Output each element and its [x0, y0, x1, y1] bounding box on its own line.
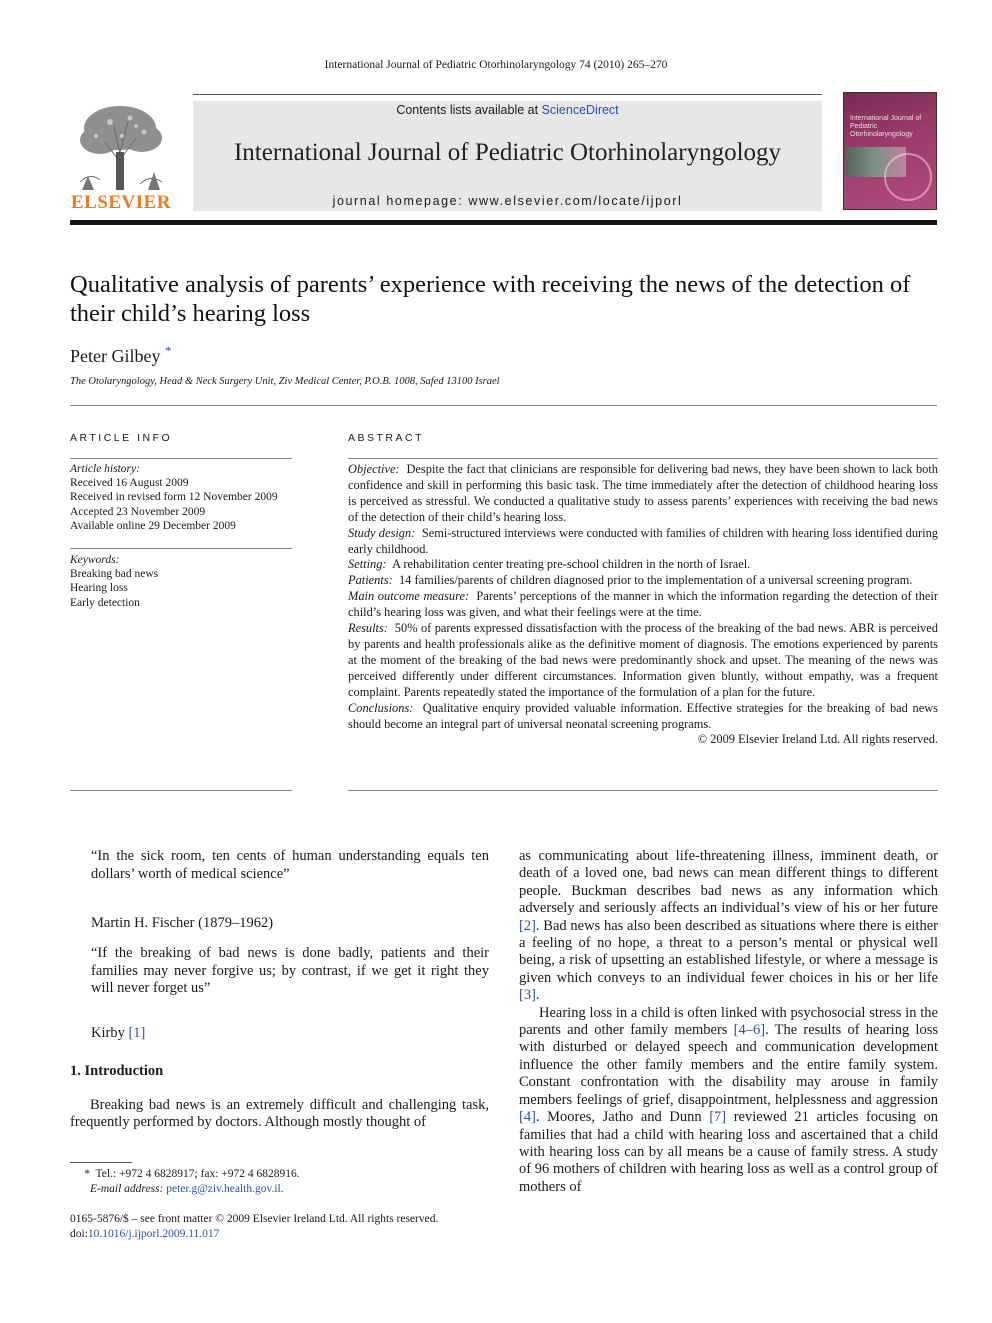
history-item: Received 16 August 2009: [70, 477, 189, 490]
email-label: E-mail address:: [90, 1182, 164, 1195]
keywords-rule: [70, 548, 292, 549]
doi-link[interactable]: 10.1016/j.ijporl.2009.11.017: [87, 1227, 220, 1240]
contents-prefix: Contents lists available at: [396, 103, 542, 117]
elsevier-logo[interactable]: [70, 102, 172, 214]
article-info-heading: ARTICLE INFO: [70, 432, 173, 444]
tree-emblem-icon: [70, 102, 172, 192]
history-item: Received in revised form 12 November 2009: [70, 491, 278, 504]
abstract-body: [348, 462, 938, 748]
keywords-label: Keywords:: [70, 554, 120, 566]
email-link[interactable]: peter.g@ziv.health.gov.il: [166, 1182, 281, 1195]
footnote: [70, 1167, 490, 1196]
banner-top-rule: [193, 94, 822, 95]
intro-text: Breaking bad news is an extremely difficult and challenging task, frequently performed by doctors. Although mostly thought of: [70, 1097, 489, 1131]
footnote-contact: [70, 1167, 490, 1182]
abstract-study-design: [348, 526, 938, 558]
body-text: as communicating about life-threatening illness, imminent death, or death of a loved one, bad news can mean different things to different people. Buckman describes bad news as any information which adversely and seriously affects an individual’s view of his or her future: [519, 848, 938, 917]
abstract-main-outcome: [348, 589, 938, 621]
body-paragraph: [519, 1005, 938, 1196]
reference-link[interactable]: [7]: [709, 1109, 727, 1126]
keyword-item: Early detection: [70, 596, 140, 609]
abstract-rule: [348, 458, 938, 459]
abstract-conclusions: [348, 701, 938, 733]
author-footnote-mark[interactable]: *: [164, 343, 172, 358]
abstract-heading: ABSTRACT: [348, 432, 425, 444]
cover-title: International Journal of Pediatric Otorhinolaryngology: [850, 115, 922, 138]
header-divider: [70, 220, 937, 225]
keywords: [70, 553, 300, 610]
abstract-objective: [348, 462, 938, 526]
right-column-text: [519, 848, 938, 1196]
reference-link[interactable]: [4]: [519, 1109, 536, 1126]
abstract-label: Setting:: [348, 557, 387, 572]
body-text: Hearing loss in a child is often linked with psychosocial stress in the parents and other family members: [519, 1004, 938, 1039]
epigraph-attribution-1: Martin H. Fischer (1879–1962): [91, 915, 274, 931]
abstract-label: Conclusions:: [348, 700, 414, 715]
epigraph-quote-1: “In the sick room, ten cents of human understanding equals ten dollars’ worth of medical science”: [91, 848, 489, 882]
footnote-phone: Tel.: +972 4 6828917; fax: +972 4 6828916.: [95, 1168, 300, 1180]
abstract-label: Objective:: [348, 462, 400, 476]
sciencedirect-link[interactable]: ScienceDirect: [541, 103, 619, 117]
abstract-text: Despite the fact that clinicians are responsible for delivering bad news, they have been shown to lack both confidence and skill in performing this basic task. The time immediately after the detection of childhood hearing loss is perceived as stressful. We conducted a qualitative study to assess parents’ experiences with receiving the bad news of the detection of their child’s hearing loss.: [348, 462, 938, 524]
body-text: .: [535, 987, 540, 1004]
reference-link[interactable]: [3]: [519, 987, 536, 1004]
body-text: . Bad news has also been described as situations where there is either a feeling of no hope, a threat to a person’s mental or physical well being, a risk of upsetting an established lifestyle, or where a message is given which conveys to an individual fewer choices in his or her life: [519, 917, 938, 986]
history-label: Article history:: [70, 463, 140, 475]
abstract-patients: [348, 573, 938, 589]
abstract-label: Main outcome measure:: [348, 589, 470, 604]
abstract-setting: [348, 557, 938, 573]
abstract-text: 14 families/parents of children diagnosed prior to the implementation of a universal screening program.: [398, 573, 913, 588]
abstract-copyright: © 2009 Elsevier Ireland Ltd. All rights reserved.: [697, 732, 938, 747]
reference-link[interactable]: [2]: [519, 917, 536, 934]
reference-link[interactable]: [1]: [128, 1025, 146, 1041]
article-title: Qualitative analysis of parents’ experience with receiving the news of the detection of their child’s hearing loss: [70, 271, 911, 327]
doi-line: [70, 1227, 510, 1242]
title-divider: [70, 405, 937, 406]
keyword-item: Breaking bad news: [70, 568, 159, 581]
article-history: [70, 462, 300, 533]
doi-label: doi:: [70, 1227, 88, 1240]
abstract-text: 50% of parents expressed dissatisfaction with the process of the breaking of the bad news. ABR is perceived by parents and health professionals alike as the definitive moment of diagnosis. The emotions experienced by parents at the moment of the breaking of the bad news were predominantly shock and upset. The meaning of the news was perceived differently under different circumstances. Information given bluntly, without empathy, was a frequent complaint. Parents repeatedly stated the importance of the formulation of a plan for the future.: [348, 621, 938, 699]
abstract-label: Results:: [348, 621, 388, 636]
epigraph-attribution-2: [91, 1025, 145, 1043]
journal-citation: International Journal of Pediatric Otorhinolaryngology 74 (2010) 265–270: [324, 59, 668, 71]
history-item: Accepted 23 November 2009: [70, 505, 206, 518]
author-affiliation: The Otolaryngology, Head & Neck Surgery Unit, Ziv Medical Center, P.O.B. 1008, Safed 13100 Israel: [70, 376, 500, 387]
abstract-bottom-rule: [348, 790, 938, 791]
issn-line: 0165-5876/$ – see front matter © 2009 Elsevier Ireland Ltd. All rights reserved.: [70, 1213, 439, 1225]
abstract-results: [348, 621, 938, 701]
footnote-email-line: [70, 1182, 490, 1197]
abstract-text: Parents’ perceptions of the manner in which the information regarding the detection of their child’s hearing loss was given, and what their feelings were at the time.: [348, 589, 938, 620]
footnote-mark: *: [84, 1168, 90, 1180]
abstract-label: Patients:: [348, 573, 393, 588]
epigraph-author: Kirby: [91, 1025, 125, 1041]
abstract-text: Qualitative enquiry provided valuable information. Effective strategies for the breaking of bad news should become an integral part of universal neonatal screening programs.: [348, 700, 938, 731]
article-info-rule: [70, 458, 292, 459]
abstract-text: Semi-structured interviews were conducted with families of children with hearing loss identified during early childhood.: [348, 525, 938, 556]
author-name[interactable]: Peter Gilbey: [70, 346, 161, 366]
contents-line: [193, 103, 822, 117]
epigraph-quote-2: “If the breaking of bad news is done badly, patients and their families may never forgive us; by contrast, if we get it right they will never forget us”: [91, 945, 489, 996]
article-info-bottom-rule: [70, 790, 292, 791]
history-item: Available online 29 December 2009: [70, 519, 236, 532]
author-line: [70, 343, 171, 367]
body-text: reviewed 21 articles focusing on families that had a child with hearing loss and ascertained that a child with hearing loss can by all means be a cause of family stress. A study of 96 mothers of children with hearing loss as well as a control group of mothers of: [519, 1109, 938, 1195]
body-text: . The results of hearing loss with disturbed or delayed speech and communication development influence the other family members and the entire family system. Constant confrontation with the disability may arouse in family members feelings of grief, disappointment, helplessness and aggression: [519, 1022, 938, 1108]
abstract-text: A rehabilitation center treating pre-school children in the north of Israel.: [392, 557, 751, 572]
introduction-paragraph: [70, 1097, 489, 1132]
journal-banner: [193, 101, 822, 211]
publisher-wordmark: ELSEVIER: [70, 192, 172, 213]
journal-title: International Journal of Pediatric Otorhinolaryngology: [233, 139, 782, 166]
introduction-heading: 1. Introduction: [70, 1063, 164, 1079]
journal-homepage-link[interactable]: journal homepage: www.elsevier.com/locate/ijporl: [332, 194, 683, 208]
reference-link[interactable]: [4–6]: [733, 1022, 766, 1039]
body-paragraph: [519, 848, 938, 1005]
email-period: .: [280, 1182, 284, 1195]
abstract-label: Study design:: [348, 525, 416, 540]
keyword-item: Hearing loss: [70, 582, 128, 595]
journal-cover-thumbnail[interactable]: [843, 92, 937, 210]
body-text: . Moores, Jatho and Dunn: [535, 1109, 710, 1126]
footnote-rule: [70, 1162, 132, 1163]
cover-circle-graphic: [884, 153, 932, 201]
front-matter: [70, 1212, 510, 1241]
